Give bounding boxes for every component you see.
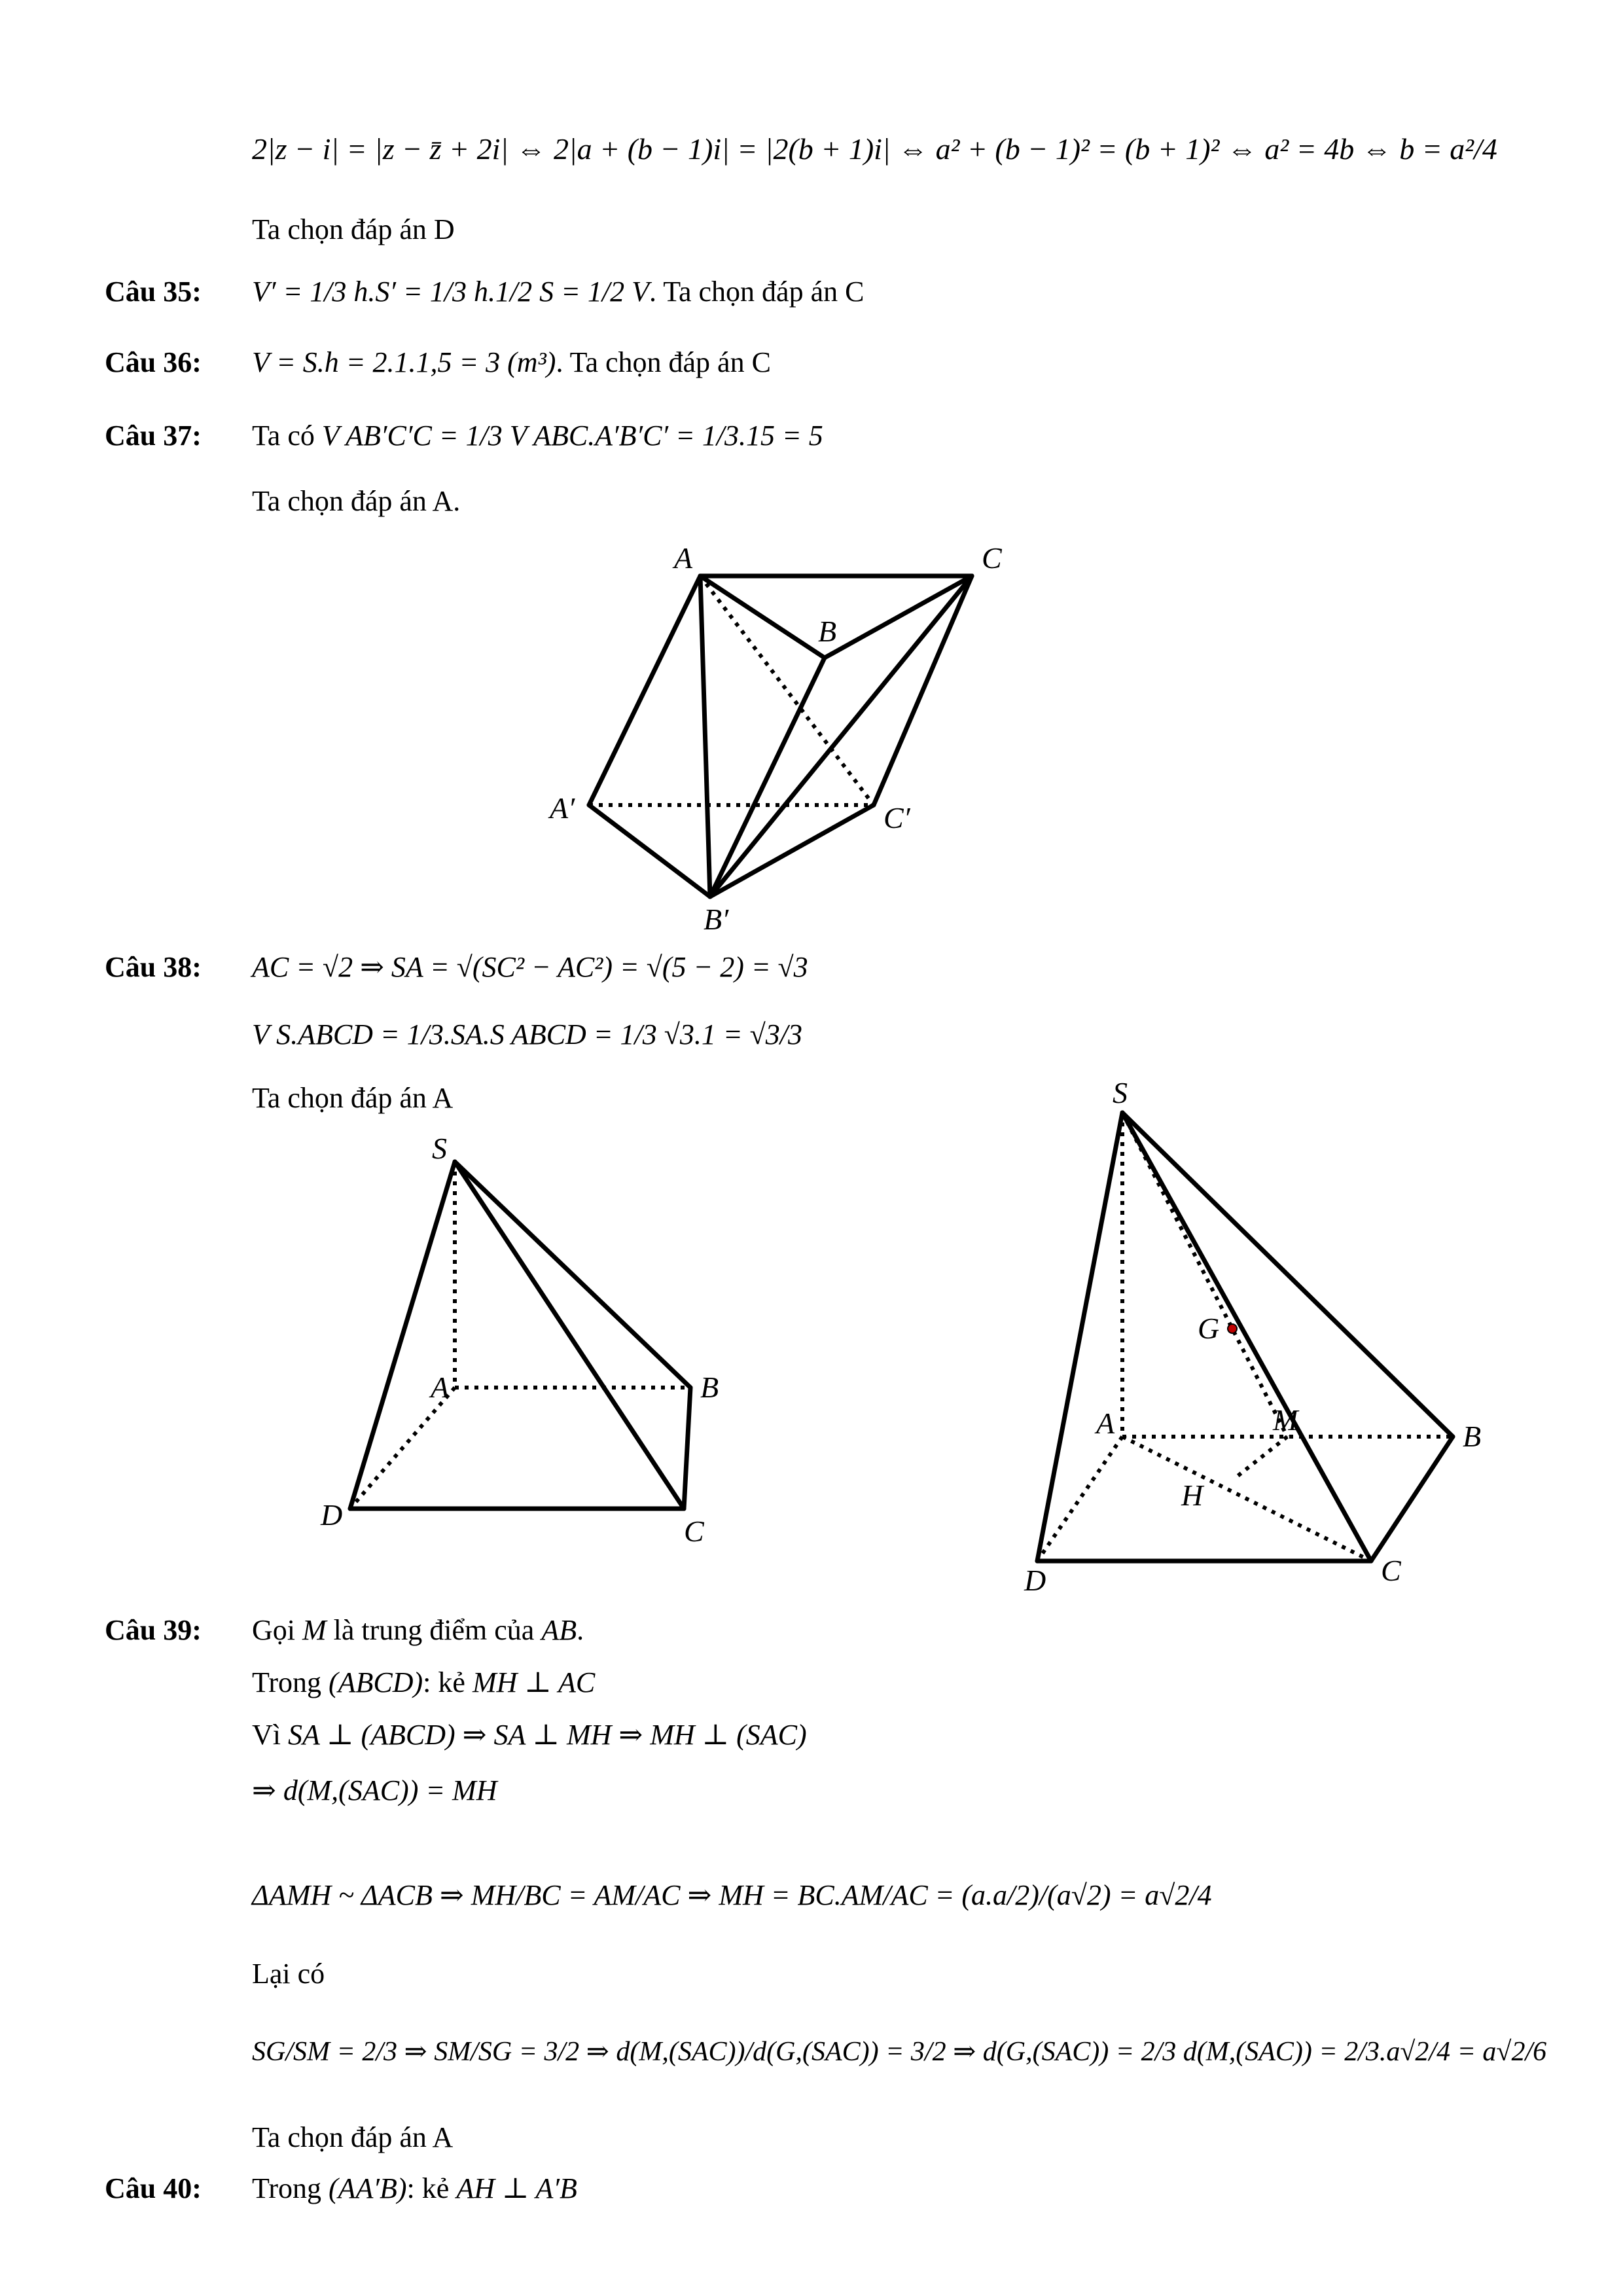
- q37-intro: Ta có: [252, 420, 315, 452]
- vertex-Bprime: B′: [704, 903, 729, 936]
- vertex-A: A: [431, 1371, 450, 1404]
- edge-AB: [700, 576, 825, 658]
- q36-line: [252, 346, 771, 380]
- q39-l2-text-a: Trong: [252, 1666, 321, 1698]
- vertex-B: B: [700, 1371, 719, 1404]
- edge-ABprime: [700, 576, 710, 897]
- q40-l1-plane: (AA′B): [328, 2172, 407, 2204]
- pyramid-left-diagram: [314, 1119, 851, 1545]
- edge-SC: [455, 1162, 684, 1509]
- q39-line1: [252, 1613, 584, 1648]
- prism-figure: [537, 530, 1060, 939]
- q38-choice: Ta chọn đáp án A: [252, 1082, 454, 1114]
- q36-label: Câu 36:: [105, 346, 202, 378]
- q39-choice: Ta chọn đáp án A: [252, 2121, 454, 2153]
- vertex-C: C: [1381, 1554, 1401, 1587]
- vertex-Aprime: A′: [550, 791, 575, 825]
- q39-l3-formula: SA ⊥ (ABCD) ⇒ SA ⊥ MH ⇒ MH ⊥ (SAC): [288, 1719, 807, 1751]
- vertex-A: A: [674, 541, 693, 575]
- point-G: [1228, 1324, 1237, 1333]
- vertex-C: C: [684, 1515, 704, 1545]
- vertex-S: S: [1113, 1076, 1128, 1109]
- vertex-Cprime: C′: [883, 801, 910, 834]
- vertex-A: A: [1096, 1407, 1115, 1440]
- edge-CB: [1371, 1437, 1453, 1561]
- edge-SC: [1122, 1113, 1371, 1561]
- q38-line2: V S.ABCD = 1/3.SA.S ABCD = 1/3 √3.1 = √3/3: [252, 1018, 802, 1050]
- q39-l2-plane: (ABCD): [328, 1666, 423, 1698]
- q37-choice: Ta chọn đáp án A.: [252, 485, 461, 517]
- edge-AprimeBprime: [589, 805, 710, 897]
- q37-line: [252, 419, 823, 454]
- edge-CBprime: [710, 576, 972, 897]
- vertex-D: D: [321, 1498, 343, 1532]
- q39-l1-point-M: M: [302, 1614, 327, 1646]
- pyramid-left-figure: [314, 1119, 851, 1548]
- q39-line4: ⇒ d(M,(SAC)) = MH: [252, 1774, 497, 1806]
- q39-l1-segment-AB: AB: [541, 1614, 577, 1646]
- pyramid-right-diagram: [1001, 1073, 1512, 1597]
- q38-label: Câu 38:: [105, 951, 202, 983]
- q39-l2-text-c: : kẻ: [423, 1666, 465, 1698]
- q40-label: Câu 40:: [105, 2172, 202, 2204]
- vertex-D: D: [1024, 1564, 1046, 1597]
- vertex-C: C: [982, 541, 1002, 575]
- edge-SD: [350, 1162, 455, 1509]
- q39-l1-period: .: [577, 1614, 584, 1646]
- q40-line1: [252, 2172, 577, 2206]
- q37-label: Câu 37:: [105, 420, 202, 452]
- q39-l2-perp: MH ⊥ AC: [472, 1666, 596, 1698]
- edge-MH-hidden: [1234, 1437, 1287, 1479]
- edge-BC: [825, 576, 972, 658]
- edge-AAprime: [589, 576, 700, 805]
- q38-line1: AC = √2 ⇒ SA = √(SC² − AC²) = √(5 − 2) = √3: [252, 951, 808, 983]
- q36-choice: . Ta chọn đáp án C: [556, 346, 771, 378]
- edge-ACprime-hidden: [700, 576, 874, 805]
- edge-SD: [1037, 1113, 1122, 1561]
- q39-l3-text-a: Vì: [252, 1719, 281, 1751]
- pyramid-right-figure: [1001, 1073, 1512, 1600]
- q35-line: [252, 275, 864, 310]
- q39-line3: [252, 1718, 807, 1753]
- edge-AC-hidden: [1122, 1437, 1371, 1561]
- q39-label: Câu 39:: [105, 1614, 202, 1646]
- vertex-S: S: [432, 1132, 447, 1165]
- q36-formula: V = S.h = 2.1.1,5 = 3 (m³): [252, 346, 556, 378]
- q40-l1-text-c: : kẻ: [406, 2172, 450, 2204]
- q35-choice: . Ta chọn đáp án C: [649, 276, 865, 308]
- label-G: G: [1198, 1312, 1220, 1345]
- q39-line6: Lại có: [252, 1958, 325, 1990]
- top-equation: [252, 131, 1497, 167]
- label-H: H: [1181, 1479, 1204, 1512]
- top-equation-text: 2|z − i| = |z − z̄ + 2i| ⇔ 2|a + (b − 1)i| = |2(b + 1)i| ⇔ a² + (b − 1)² = (b + 1)² ⇔ a² = 4b ⇔ b = a²/4: [252, 132, 1497, 166]
- edge-SB: [1122, 1113, 1453, 1437]
- q40-l1-text-a: Trong: [252, 2172, 321, 2204]
- edge-CCprime: [874, 576, 972, 805]
- vertex-B: B: [818, 615, 837, 648]
- label-M: M: [1273, 1403, 1298, 1437]
- edge-CB: [684, 1388, 690, 1509]
- edge-AD-hidden: [350, 1388, 455, 1509]
- q35-label: Câu 35:: [105, 276, 202, 308]
- q40-l1-perp: AH ⊥ A′B: [456, 2172, 577, 2204]
- q39-l1-text-c: là trung điểm của: [333, 1614, 535, 1646]
- edge-SB: [455, 1162, 690, 1388]
- q35-formula: V′ = 1/3 h.S′ = 1/3 h.1/2 S = 1/2 V: [252, 276, 649, 308]
- q39-line7: SG/SM = 2/3 ⇒ SM/SG = 3/2 ⇒ d(M,(SAC))/d(G,(SAC)) = 3/2 ⇒ d(G,(SAC)) = 2/3 d(M,(SAC)) = 2/3.a√2/4 = a√2/6: [252, 2037, 1547, 2067]
- prism-diagram: [537, 530, 1060, 936]
- vertex-B: B: [1463, 1420, 1482, 1453]
- edge-BprimeCprime: [710, 805, 874, 897]
- q39-line5: ΔAMH ~ ΔACB ⇒ MH/BC = AM/AC ⇒ MH = BC.AM/AC = (a.a/2)/(a√2) = a√2/4: [252, 1879, 1212, 1911]
- q37-formula: V AB′C′C = 1/3 V ABC.A′B′C′ = 1/3.15 = 5: [321, 420, 823, 452]
- q39-l1-text-a: Gọi: [252, 1614, 295, 1646]
- q39-line2: [252, 1666, 595, 1700]
- top-choice: Ta chọn đáp án D: [252, 213, 455, 245]
